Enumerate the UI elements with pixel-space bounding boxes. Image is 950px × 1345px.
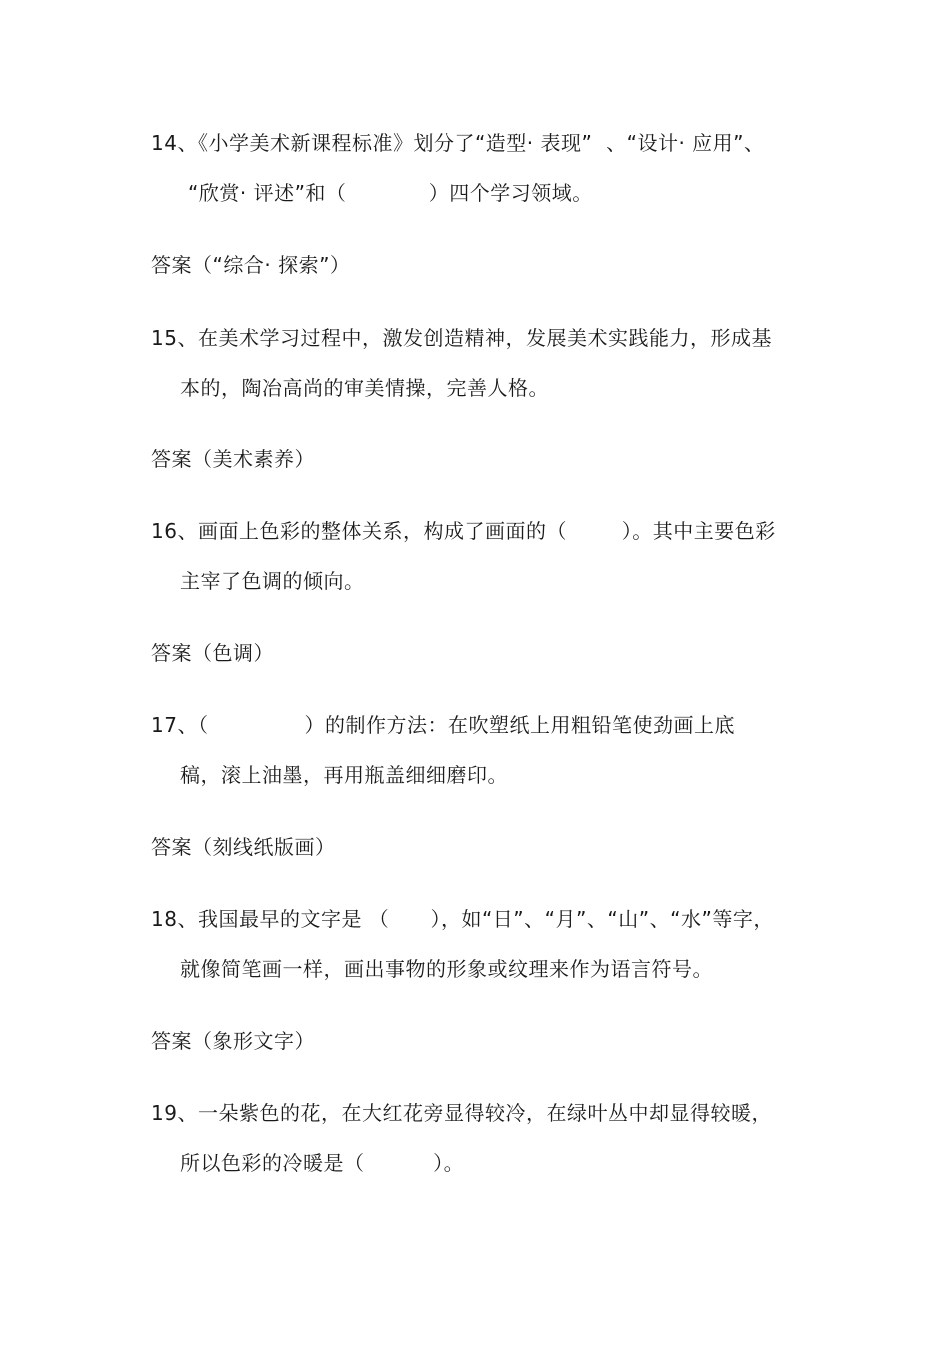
question-15-answer: 答案（美术素养） xyxy=(151,447,315,471)
question-17-answer: 答案（刻线纸版画） xyxy=(151,835,336,859)
question-17-line-1: 17、（ ）的制作方法：在吹塑纸上用粗铅笔使劲画上底 xyxy=(151,713,735,737)
question-15-line-2: 本的，陶冶高尚的审美情操，完善人格。 xyxy=(180,376,549,400)
question-19-line-1: 19、一朵紫色的花，在大红花旁显得较冷，在绿叶丛中却显得较暖， xyxy=(151,1101,772,1125)
question-16-line-1: 16、画面上色彩的整体关系，构成了画面的（ ）。其中主要色彩 xyxy=(151,519,776,543)
question-18-line-1: 18、我国最早的文字是 （ ），如“日”、“月”、“山”、“水”等字， xyxy=(151,907,774,931)
question-18-answer: 答案（象形文字） xyxy=(151,1029,315,1053)
question-19-line-2: 所以色彩的冷暖是（ ）。 xyxy=(180,1151,465,1175)
question-16-line-2: 主宰了色调的倾向。 xyxy=(180,569,365,593)
question-15-line-1: 15、在美术学习过程中，激发创造精神，发展美术实践能力，形成基 xyxy=(151,326,772,350)
question-14-line-1: 14、《小学美术新课程标准》划分了“造型· 表现” 、“设计· 应用”、 xyxy=(151,131,765,155)
question-17-line-2: 稿，滚上油墨，再用瓶盖细细磨印。 xyxy=(180,763,508,787)
question-14-line-2: “欣赏· 评述”和（ ）四个学习领域。 xyxy=(188,181,593,205)
question-18-line-2: 就像简笔画一样，画出事物的形象或纹理来作为语言符号。 xyxy=(180,957,713,981)
question-14-answer: 答案（“综合· 探索”） xyxy=(151,253,351,277)
question-16-answer: 答案（色调） xyxy=(151,641,274,665)
